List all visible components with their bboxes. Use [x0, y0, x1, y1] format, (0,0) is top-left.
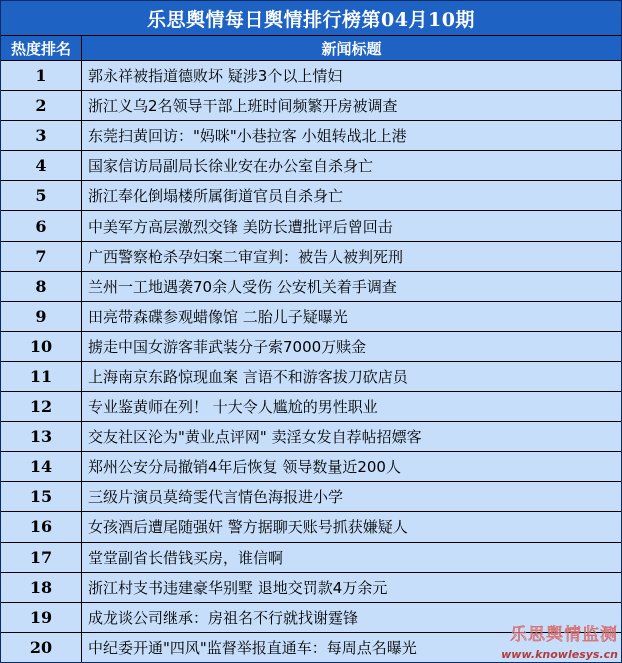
headline-cell[interactable]: 东莞扫黄回访："妈咪"小巷拉客 小姐转战北上港 — [82, 121, 621, 150]
rank-cell: 4 — [1, 151, 81, 180]
table-row — [1, 482, 621, 511]
table-row — [1, 302, 621, 331]
table-row — [1, 422, 621, 451]
rank-cell: 6 — [1, 211, 81, 240]
headline-cell[interactable]: 浙江义乌2名领导干部上班时间频繁开房被调查 — [82, 91, 621, 120]
column-header-headline: 新闻标题 — [82, 36, 621, 60]
rank-cell: 1 — [1, 61, 81, 90]
headline-cell[interactable]: 中纪委开通"四风"监督举报直通车：每周点名曝光 — [82, 633, 621, 662]
rank-cell: 11 — [1, 362, 81, 391]
headline-cell[interactable]: 浙江村支书违建豪华别墅 退地交罚款4万余元 — [82, 573, 621, 602]
rank-cell: 9 — [1, 302, 81, 331]
rank-cell: 7 — [1, 242, 81, 271]
headline-cell[interactable]: 成龙谈公司继承：房祖名不行就找谢霆锋 — [82, 603, 621, 632]
table-row — [1, 512, 621, 541]
table-row — [1, 603, 621, 632]
headline-cell[interactable]: 郑州公安分局撤销4年后恢复 领导数量近200人 — [82, 452, 621, 481]
column-header-rank: 热度排名 — [1, 36, 81, 60]
table-row — [1, 392, 621, 421]
headline-cell[interactable]: 女孩酒后遭尾随强奸 警方据聊天账号抓获嫌疑人 — [82, 512, 621, 541]
headline-cell[interactable]: 中美军方高层激烈交锋 美防长遭批评后曾回击 — [82, 211, 621, 240]
rank-cell: 12 — [1, 392, 81, 421]
table-row — [1, 151, 621, 180]
rank-cell: 16 — [1, 512, 81, 541]
table-header-row — [1, 36, 621, 60]
headline-cell[interactable]: 交友社区沦为"黄业点评网" 卖淫女发自荐帖招嫖客 — [82, 422, 621, 451]
headline-cell[interactable]: 广西警察枪杀孕妇案二审宣判：被告人被判死刑 — [82, 242, 621, 271]
table-row — [1, 543, 621, 572]
headline-cell[interactable]: 掳走中国女游客菲武装分子索7000万赎金 — [82, 332, 621, 361]
rank-cell: 13 — [1, 422, 81, 451]
rank-cell: 20 — [1, 633, 81, 662]
headline-cell[interactable]: 上海南京东路惊现血案 言语不和游客拔刀砍店员 — [82, 362, 621, 391]
table-row — [1, 121, 621, 150]
table-row — [1, 332, 621, 361]
table-row — [1, 91, 621, 120]
headline-cell[interactable]: 田亮带森碟参观蜡像馆 二胎儿子疑曝光 — [82, 302, 621, 331]
rank-cell: 19 — [1, 603, 81, 632]
rank-cell: 14 — [1, 452, 81, 481]
table-row — [1, 272, 621, 301]
table-row — [1, 211, 621, 240]
table-row — [1, 362, 621, 391]
table-row — [1, 633, 621, 662]
headline-cell[interactable]: 兰州一工地遇袭70余人受伤 公安机关着手调查 — [82, 272, 621, 301]
headline-cell[interactable]: 三级片演员莫绮雯代言情色海报进小学 — [82, 482, 621, 511]
table-row — [1, 61, 621, 90]
table-row — [1, 242, 621, 271]
rank-cell: 8 — [1, 272, 81, 301]
headline-cell[interactable]: 郭永祥被指道德败坏 疑涉3个以上情妇 — [82, 61, 621, 90]
rank-cell: 2 — [1, 91, 81, 120]
headline-cell[interactable]: 浙江奉化倒塌楼所属街道官员自杀身亡 — [82, 181, 621, 210]
table-row — [1, 573, 621, 602]
rank-cell: 17 — [1, 543, 81, 572]
headline-cell[interactable]: 专业鉴黄师在列！ 十大令人尴尬的男性职业 — [82, 392, 621, 421]
rank-cell: 18 — [1, 573, 81, 602]
rank-cell: 3 — [1, 121, 81, 150]
headline-cell[interactable]: 国家信访局副局长徐业安在办公室自杀身亡 — [82, 151, 621, 180]
headline-cell[interactable]: 堂堂副省长借钱买房，谁信啊 — [82, 543, 621, 572]
rank-cell: 15 — [1, 482, 81, 511]
watermark-url: www.knowlesys.cn — [501, 648, 618, 661]
page-title: 乐思舆情每日舆情排行榜第04月10期 — [1, 1, 621, 35]
table-row — [1, 452, 621, 481]
rank-cell: 5 — [1, 181, 81, 210]
rank-cell: 10 — [1, 332, 81, 361]
table-row — [1, 181, 621, 210]
